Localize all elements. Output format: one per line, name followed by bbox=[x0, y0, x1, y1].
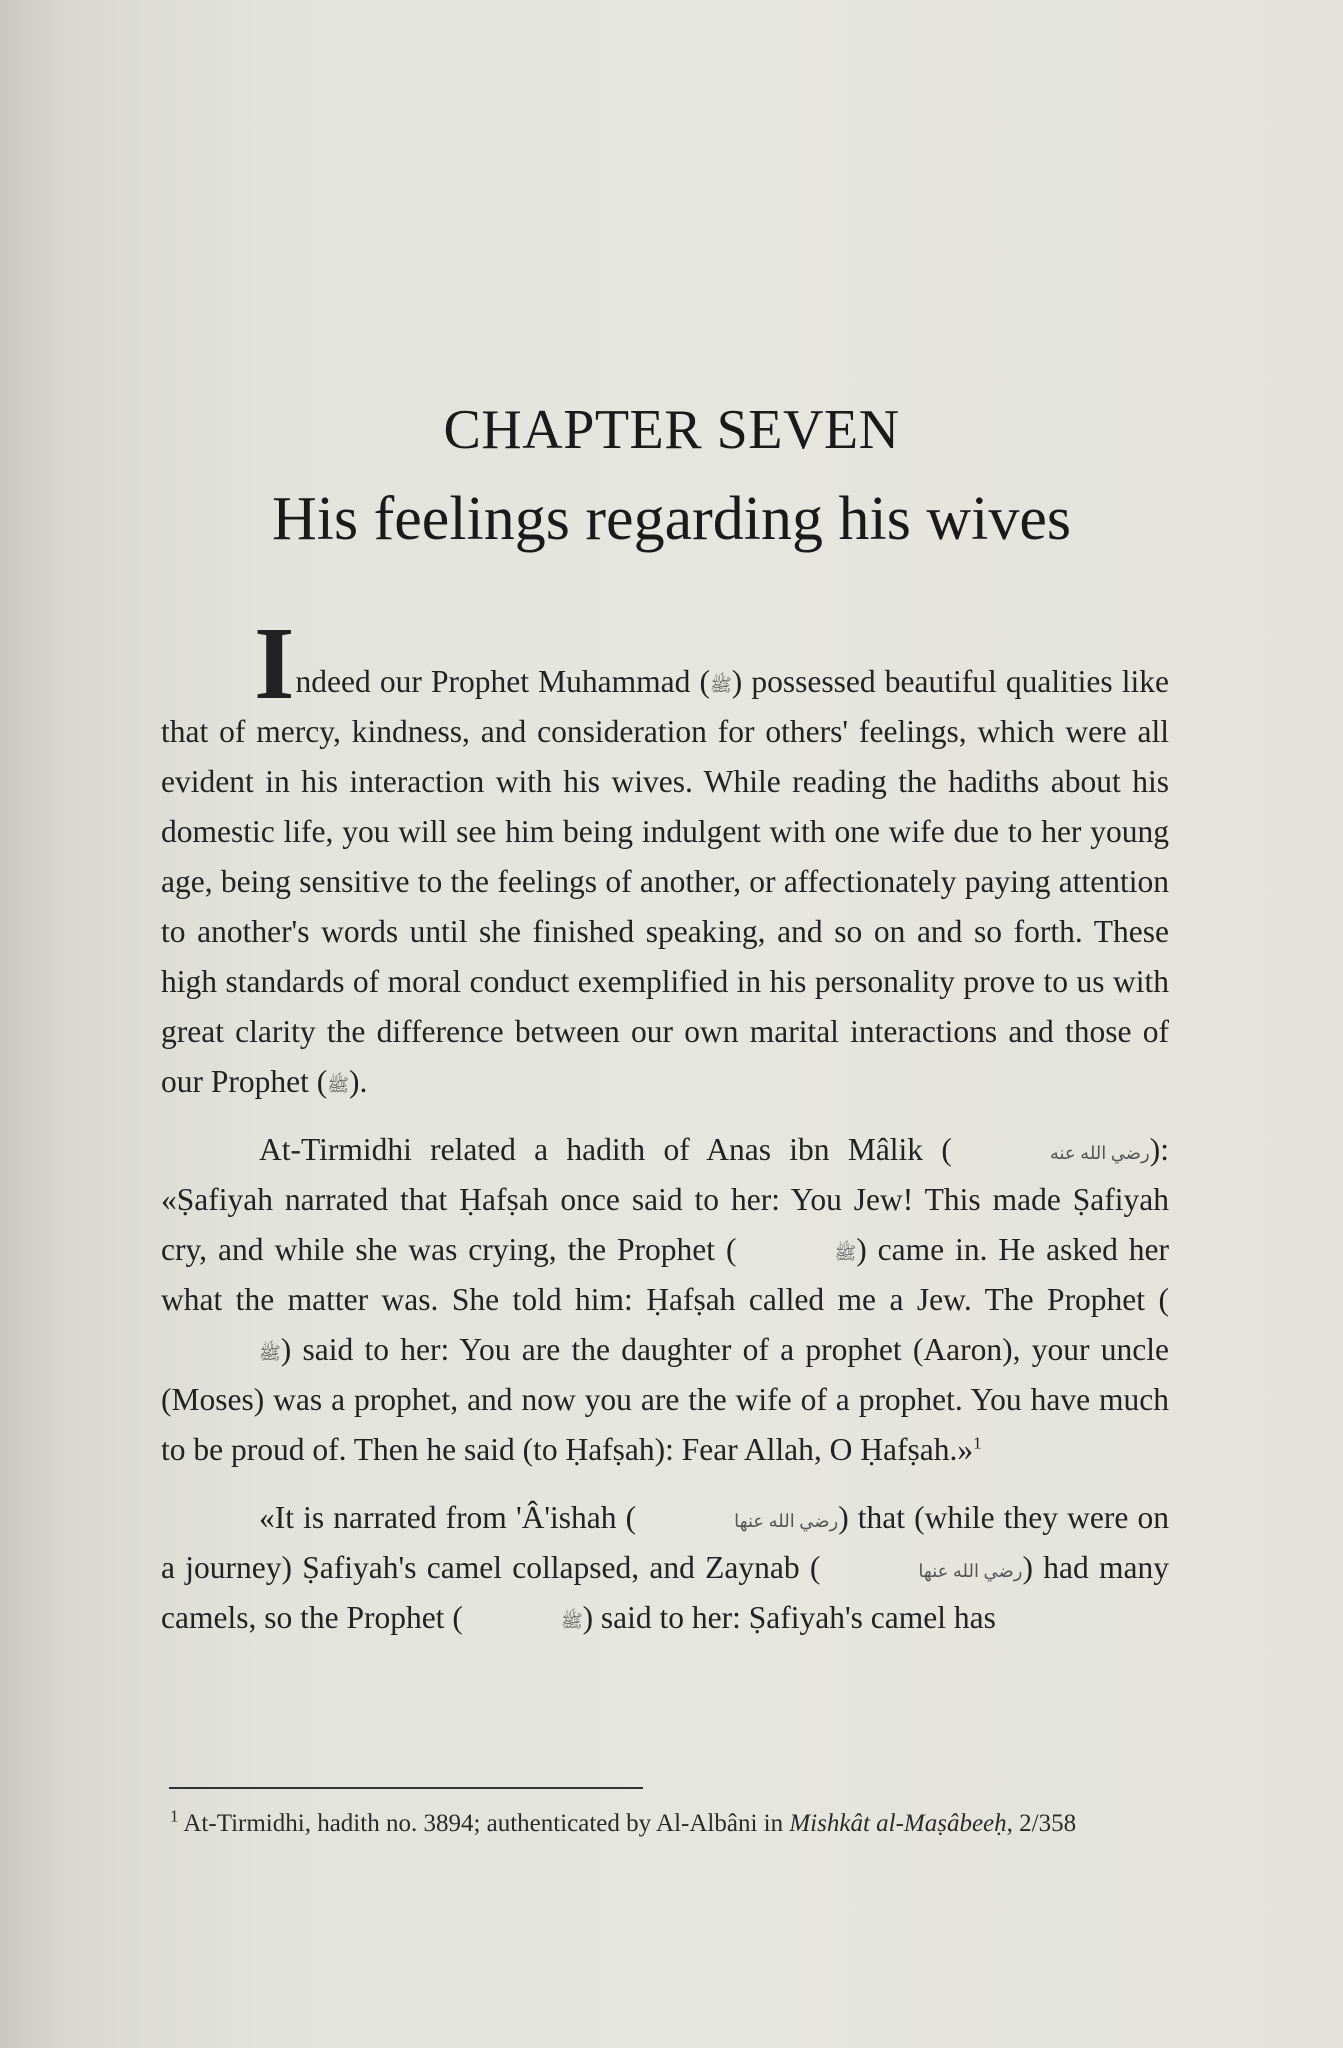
paragraph-2 bbox=[161, 1125, 1169, 1475]
paragraph-3 bbox=[161, 1493, 1169, 1643]
drop-cap: I bbox=[254, 606, 295, 721]
footnote-text-b: , 2/358 bbox=[1006, 1810, 1077, 1837]
honorific-glyph-icon: رضي الله عنها bbox=[918, 1560, 1023, 1581]
paragraph-1-text-b: ) possessed beautiful qualities like that of mercy, kindness, and consideration for others' feelings, which were all evident in his interaction with his wives. While reading the hadiths about his domestic life, you will see him being indulgent with one wife due to her young age, being sensitive to the feelings of another, or affectionately paying attention to another's words until she finished speaking, and so on and so forth. These high standards of moral conduct exemplified in his personality prove to us with great clarity the difference between our own marital interactions and those of our Prophet ( bbox=[161, 664, 1169, 1099]
honorific-glyph-icon: رضي الله عنها bbox=[734, 1510, 839, 1531]
honorific-glyph-icon: ﷺ bbox=[834, 1242, 857, 1263]
chapter-number: CHAPTER SEVEN bbox=[443, 399, 900, 461]
paragraph-2-text-d: ) said to her: You are the daughter of a prophet (Aaron), your uncle (Moses) was a prophet, and now you are the wife of a prophet. You have much to be proud of. Then he said (to Ḥafṣah): Fear Allah, O Ḥafṣah.» bbox=[161, 1332, 1169, 1467]
honorific-glyph-icon: ﷺ bbox=[327, 1074, 349, 1095]
paragraph-3-text-d: ) said to her: Ṣafiyah's camel has bbox=[582, 1600, 996, 1635]
paragraph-3-text-b: ) that (while they were on a journey) Ṣafiyah's camel collapsed, and Zaynab ( bbox=[161, 1500, 1169, 1585]
chapter-title: His feelings regarding his wives bbox=[272, 485, 1071, 553]
paragraph-1 bbox=[161, 606, 1169, 1107]
footnote bbox=[170, 1802, 1168, 1846]
paragraph-2-text-b: ): «Ṣafiyah narrated that Ḥafṣah once said to her: You Jew! This made Ṣafiyah cry, and while she was crying, the Prophet ( bbox=[161, 1132, 1169, 1267]
paragraph-2-text-a: At-Tirmidhi related a hadith of Anas ibn Mâlik ( bbox=[259, 1132, 952, 1167]
honorific-glyph-icon: ﷺ bbox=[259, 1342, 281, 1363]
footnote-reference[interactable]: 1 bbox=[973, 1433, 982, 1453]
paragraph-1-text-c: ). bbox=[348, 1064, 368, 1099]
footnote-marker: 1 bbox=[170, 1806, 179, 1826]
paragraph-2-text-c: ) came in. He asked her what the matter was. She told him: Ḥafṣah called me a Jew. The Prophet ( bbox=[161, 1232, 1169, 1317]
paragraph-1-text-a: ndeed our Prophet Muhammad ( bbox=[295, 664, 710, 699]
footnote-source-title: Mishkât al-Maṣâbeeḥ bbox=[789, 1810, 1007, 1837]
honorific-glyph-icon: ﷺ bbox=[710, 674, 732, 695]
footnote-text-a: At-Tirmidhi, hadith no. 3894; authenticated by Al-Albâni in bbox=[183, 1810, 790, 1837]
honorific-glyph-icon: رضي الله عنه bbox=[1049, 1142, 1150, 1163]
body-text bbox=[161, 606, 1169, 1643]
paragraph-3-text-a: «It is narrated from 'Â'ishah ( bbox=[259, 1500, 637, 1535]
honorific-glyph-icon: ﷺ bbox=[560, 1610, 583, 1631]
footnote-divider bbox=[169, 1787, 643, 1789]
paragraph-3-text-c: ) had many camels, so the Prophet ( bbox=[161, 1550, 1169, 1635]
